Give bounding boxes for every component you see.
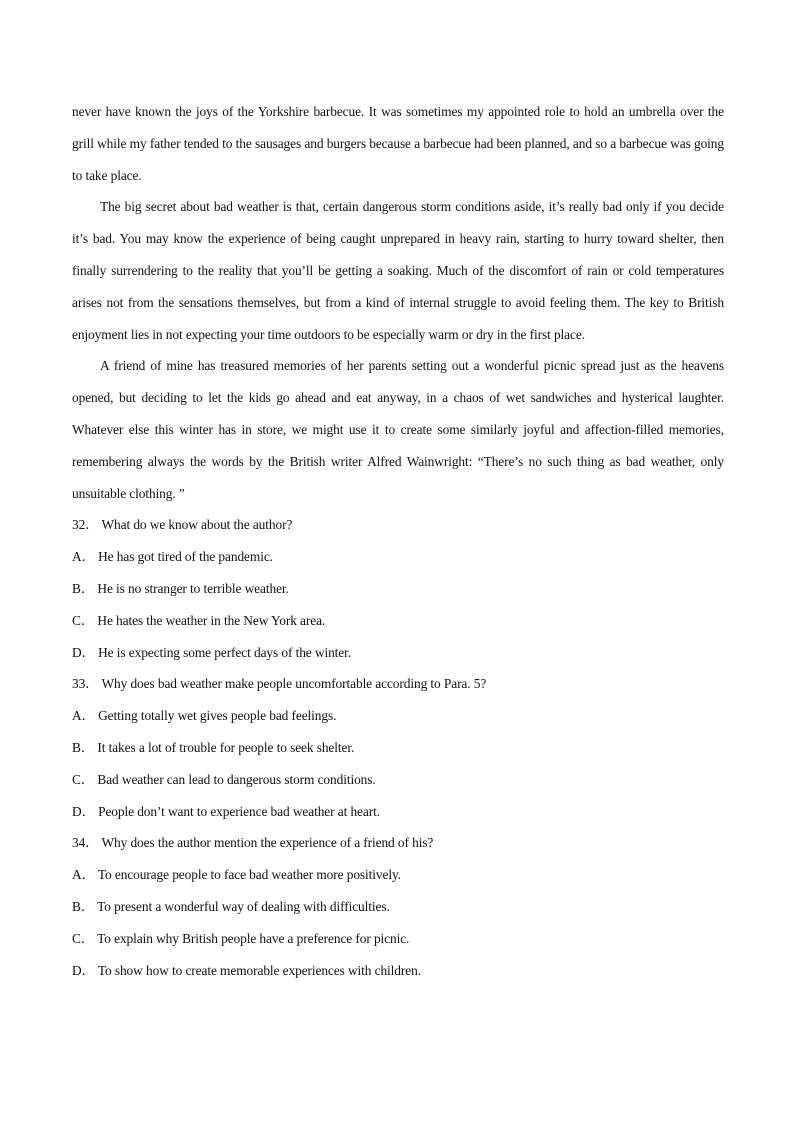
passage-paragraph-1: never have known the joys of the Yorkshire barbecue. It was sometimes my appointed role to hold an umbrella over the grill while my father tended to the sausages and burgers because a barbecue had been planned, and so a barbecue was going to take place. — [72, 104, 724, 183]
answer-option-a: A． He has got tired of the pandemic. — [72, 549, 273, 565]
passage-paragraph-2: The big secret about bad weather is that, certain dangerous storm conditions aside, it’s really bad only if you decide it’s bad. You may know the experience of being caught unprepared in heavy rain, starting to hurry toward shelter, then finally surrendering to the reality that you’ll be getting a soaking. Much of the discomfort of rain or cold temperatures arises not from the sensations themselves, but from a kind of internal struggle to avoid feeling them. The key to British enjoyment lies in not expecting your time outdoors to be especially warm or dry in the first place. — [72, 199, 724, 342]
passage-paragraph-3: A friend of mine has treasured memories of her parents setting out a wonderful picnic spread just as the heavens opened, but deciding to let the kids go ahead and eat anyway, in a chaos of wet sandwiches and hysterical laughter. Whatever else this winter has in store, we might use it to create some similarly joyful and affection-filled memories, remembering always the words by the British writer Alfred Wainwright: “There’s no such thing as bad weather, only unsuitable clothing. ” — [72, 358, 724, 501]
answer-option-c: C． Bad weather can lead to dangerous storm conditions. — [72, 771, 376, 787]
answer-option-a: A． To encourage people to face bad weather more positively. — [72, 867, 401, 883]
answer-option-d: D． To show how to create memorable experiences with children. — [72, 962, 421, 978]
reading-passage — [72, 96, 724, 509]
question-stem: 32． What do we know about the author? — [72, 517, 293, 533]
question-33 — [72, 668, 724, 827]
answer-option-b: B． It takes a lot of trouble for people to seek shelter. — [72, 739, 355, 755]
answer-option-b: B． He is no stranger to terrible weather. — [72, 580, 289, 596]
question-34 — [72, 827, 724, 986]
answer-option-a: A． Getting totally wet gives people bad feelings. — [72, 708, 337, 724]
question-32 — [72, 509, 724, 668]
question-stem: 33． Why does bad weather make people uncomfortable according to Para. 5? — [72, 676, 487, 692]
answer-option-d: D． People don’t want to experience bad weather at heart. — [72, 803, 380, 819]
answer-option-b: B． To present a wonderful way of dealing with difficulties. — [72, 898, 390, 914]
answer-option-c: C． He hates the weather in the New York area. — [72, 612, 326, 628]
question-stem: 34． Why does the author mention the experience of a friend of his? — [72, 835, 434, 851]
document-page — [72, 96, 724, 986]
answer-option-c: C． To explain why British people have a preference for picnic. — [72, 930, 410, 946]
answer-option-d: D． He is expecting some perfect days of the winter. — [72, 644, 351, 660]
